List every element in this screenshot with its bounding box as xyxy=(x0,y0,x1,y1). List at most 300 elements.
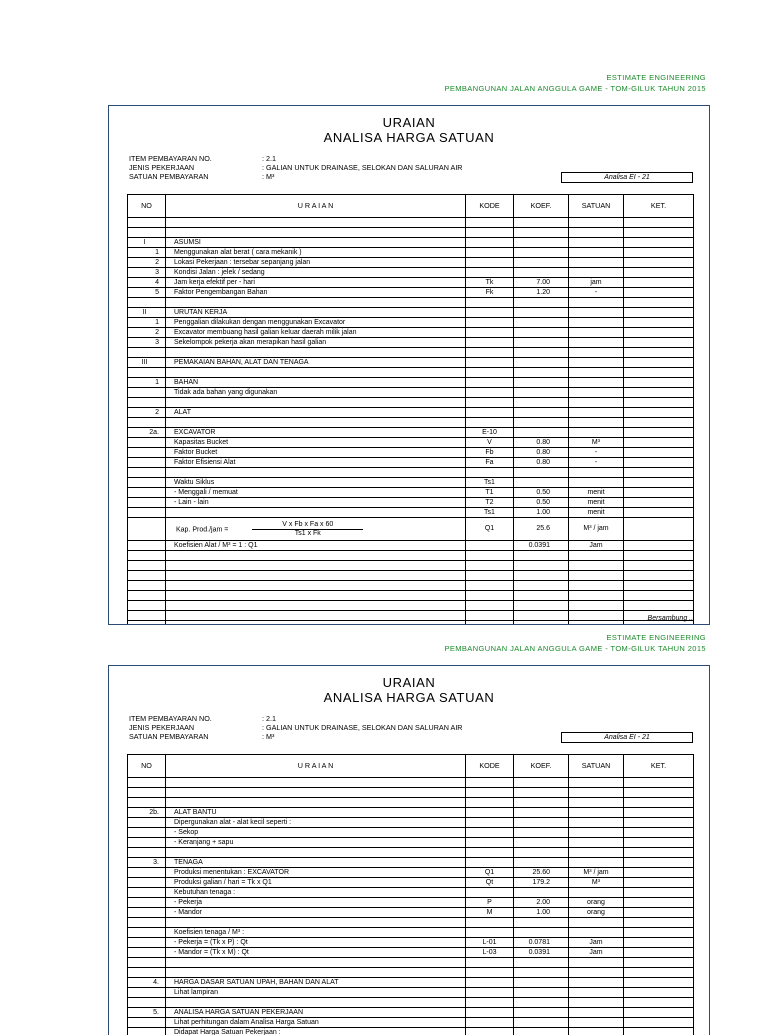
row-satuan xyxy=(569,611,624,621)
table-row xyxy=(128,998,694,1008)
row-no xyxy=(128,828,166,838)
row-description: Dipergunakan alat - alat kecil seperti : xyxy=(166,818,466,828)
col-uraian: U R A I A N xyxy=(166,195,466,218)
row-koef xyxy=(514,858,569,868)
page-header xyxy=(444,72,706,94)
table-row xyxy=(128,591,694,601)
row-koef xyxy=(514,428,569,438)
table-row xyxy=(128,418,694,428)
table-row xyxy=(128,468,694,478)
item-label: ITEM PEMBAYARAN NO. xyxy=(129,714,212,723)
row-no xyxy=(128,561,166,571)
row-description: - Pekerja xyxy=(166,898,466,908)
row-description xyxy=(166,228,466,238)
row-no: 4 xyxy=(128,278,166,288)
table-row xyxy=(128,278,694,288)
row-description: Produksi menentukan : EXCAVATOR xyxy=(166,868,466,878)
row-description xyxy=(166,508,466,518)
row-ket xyxy=(624,358,694,368)
row-koef xyxy=(514,298,569,308)
row-ket xyxy=(624,228,694,238)
row-no xyxy=(128,848,166,858)
row-no xyxy=(128,611,166,621)
formula-numerator: V x Fb x Fa x 60 xyxy=(252,521,363,530)
col-koef: KOEF. xyxy=(514,195,569,218)
page-header-2 xyxy=(444,632,706,654)
row-ket xyxy=(624,328,694,338)
row-koef xyxy=(514,228,569,238)
col-koef: KOEF. xyxy=(514,755,569,778)
row-kode xyxy=(466,368,514,378)
row-no xyxy=(128,998,166,1008)
table-row xyxy=(128,551,694,561)
row-description xyxy=(166,958,466,968)
row-no: II xyxy=(128,308,166,318)
table-row xyxy=(128,918,694,928)
col-kode: KODE xyxy=(466,755,514,778)
row-kode: Fb xyxy=(466,448,514,458)
row-koef xyxy=(514,1008,569,1018)
row-satuan: - xyxy=(569,448,624,458)
row-koef xyxy=(514,848,569,858)
row-koef xyxy=(514,238,569,248)
row-koef xyxy=(514,348,569,358)
row-koef xyxy=(514,551,569,561)
row-satuan xyxy=(569,358,624,368)
row-satuan xyxy=(569,601,624,611)
row-ket xyxy=(624,498,694,508)
analysis-code-box: Analisa EI - 21 xyxy=(561,172,693,183)
row-kode: L-01 xyxy=(466,938,514,948)
row-ket xyxy=(624,601,694,611)
row-koef: 0.80 xyxy=(514,458,569,468)
row-no: 2 xyxy=(128,408,166,418)
row-no xyxy=(128,468,166,478)
row-satuan: Jam xyxy=(569,948,624,958)
row-ket xyxy=(624,571,694,581)
row-satuan: - xyxy=(569,458,624,468)
row-kode xyxy=(466,788,514,798)
table-row xyxy=(128,948,694,958)
row-ket xyxy=(624,248,694,258)
row-ket xyxy=(624,298,694,308)
row-kode xyxy=(466,888,514,898)
row-kode: Q1 xyxy=(466,868,514,878)
row-kode xyxy=(466,571,514,581)
row-no xyxy=(128,591,166,601)
row-no xyxy=(128,868,166,878)
table-row xyxy=(128,1008,694,1018)
row-kode: Fk xyxy=(466,288,514,298)
row-ket xyxy=(624,398,694,408)
row-ket xyxy=(624,838,694,848)
row-ket xyxy=(624,448,694,458)
row-kode xyxy=(466,228,514,238)
row-no: 2 xyxy=(128,328,166,338)
row-koef xyxy=(514,418,569,428)
row-ket xyxy=(624,798,694,808)
row-description xyxy=(166,398,466,408)
row-no xyxy=(128,478,166,488)
table-row xyxy=(128,968,694,978)
table-row xyxy=(128,888,694,898)
row-description: EXCAVATOR xyxy=(166,428,466,438)
row-satuan xyxy=(569,818,624,828)
row-description: ANALISA HARGA SATUAN PEKERJAAN xyxy=(166,1008,466,1018)
row-ket xyxy=(624,978,694,988)
table-row xyxy=(128,988,694,998)
row-koef xyxy=(514,828,569,838)
row-description: Faktor Pengembangan Bahan xyxy=(166,288,466,298)
analysis-sheet-2 xyxy=(108,665,710,1035)
row-koef: 0.80 xyxy=(514,448,569,458)
job-label: JENIS PEKERJAAN xyxy=(129,163,194,172)
row-description: - Mandor = (Tk x M) : Qt xyxy=(166,948,466,958)
row-ket xyxy=(624,828,694,838)
row-koef xyxy=(514,601,569,611)
row-description: Faktor Efisiensi Alat xyxy=(166,458,466,468)
row-kode xyxy=(466,468,514,478)
row-no xyxy=(128,798,166,808)
row-satuan xyxy=(569,888,624,898)
row-koef: 2.00 xyxy=(514,898,569,908)
row-no: 1 xyxy=(128,378,166,388)
row-description: - Keranjang + sapu xyxy=(166,838,466,848)
row-ket xyxy=(624,998,694,1008)
row-kode: E-10 xyxy=(466,428,514,438)
row-description: Lihat lampiran xyxy=(166,988,466,998)
row-description: BAHAN xyxy=(166,378,466,388)
row-ket xyxy=(624,488,694,498)
row-satuan xyxy=(569,248,624,258)
row-satuan xyxy=(569,551,624,561)
row-satuan xyxy=(569,978,624,988)
row-description xyxy=(166,348,466,358)
row-kode xyxy=(466,611,514,621)
row-koef xyxy=(514,368,569,378)
row-no xyxy=(128,938,166,948)
row-description: - Pekerja = (Tk x P) : Qt xyxy=(166,938,466,948)
table-row xyxy=(128,898,694,908)
row-koef xyxy=(514,998,569,1008)
row-description: Penggalian dilakukan dengan menggunakan Excavator xyxy=(166,318,466,328)
row-satuan xyxy=(569,858,624,868)
row-no xyxy=(128,838,166,848)
company-name: ESTIMATE ENGINEERING xyxy=(444,632,706,643)
row-kode xyxy=(466,338,514,348)
row-kode xyxy=(466,298,514,308)
row-koef xyxy=(514,388,569,398)
row-description: Koefisien tenaga / M³ : xyxy=(166,928,466,938)
row-description: Kapasitas Bucket xyxy=(166,438,466,448)
row-ket xyxy=(624,561,694,571)
row-no xyxy=(128,888,166,898)
item-value: : 2.1 xyxy=(262,154,276,163)
row-ket xyxy=(624,418,694,428)
row-koef xyxy=(514,591,569,601)
row-description: - Menggali / memuat xyxy=(166,488,466,498)
row-description: ALAT xyxy=(166,408,466,418)
row-satuan xyxy=(569,378,624,388)
row-kode: L-03 xyxy=(466,948,514,958)
row-koef xyxy=(514,1028,569,1035)
table-row xyxy=(128,808,694,818)
job-value: : GALIAN UNTUK DRAINASE, SELOKAN DAN SALURAN AIR xyxy=(262,163,463,172)
table-row xyxy=(128,878,694,888)
row-ket xyxy=(624,928,694,938)
row-no xyxy=(128,918,166,928)
row-kode xyxy=(466,818,514,828)
row-satuan xyxy=(569,368,624,378)
row-koef xyxy=(514,398,569,408)
table-row xyxy=(128,581,694,591)
row-no xyxy=(128,418,166,428)
row-satuan xyxy=(569,621,624,626)
row-satuan xyxy=(569,468,624,478)
table-row xyxy=(128,288,694,298)
row-kode xyxy=(466,238,514,248)
row-koef: 0.50 xyxy=(514,498,569,508)
row-koef: 0.80 xyxy=(514,438,569,448)
company-name: ESTIMATE ENGINEERING xyxy=(444,72,706,83)
row-kode: Qt xyxy=(466,878,514,888)
sheet-subtitle: ANALISA HARGA SATUAN xyxy=(109,130,709,145)
row-ket xyxy=(624,478,694,488)
row-ket xyxy=(624,958,694,968)
table-row xyxy=(128,868,694,878)
row-ket xyxy=(624,318,694,328)
row-no xyxy=(128,818,166,828)
table-row xyxy=(128,228,694,238)
row-satuan xyxy=(569,268,624,278)
production-row xyxy=(128,518,694,541)
table-row xyxy=(128,338,694,348)
row-satuan xyxy=(569,581,624,591)
row-description xyxy=(166,418,466,428)
row-ket xyxy=(624,468,694,478)
row-satuan xyxy=(569,418,624,428)
row-kode xyxy=(466,408,514,418)
row-ket xyxy=(624,938,694,948)
table-row xyxy=(128,438,694,448)
analysis-sheet-1 xyxy=(108,105,710,625)
table-row xyxy=(128,858,694,868)
continued-note: Bersambung ... xyxy=(648,615,695,622)
row-ket xyxy=(624,878,694,888)
row-satuan xyxy=(569,338,624,348)
row-kode xyxy=(466,268,514,278)
row-satuan: Jam xyxy=(569,938,624,948)
row-ket xyxy=(624,818,694,828)
row-no xyxy=(128,498,166,508)
row-koef xyxy=(514,838,569,848)
row-satuan xyxy=(569,591,624,601)
table-row xyxy=(128,408,694,418)
row-kode xyxy=(466,1008,514,1018)
row-kode xyxy=(466,318,514,328)
row-no xyxy=(128,368,166,378)
col-ket: KET. xyxy=(624,195,694,218)
row-no xyxy=(128,601,166,611)
table-row xyxy=(128,848,694,858)
row-ket xyxy=(624,968,694,978)
row-satuan xyxy=(569,838,624,848)
item-value: : 2.1 xyxy=(262,714,276,723)
row-satuan xyxy=(569,238,624,248)
job-value: : GALIAN UNTUK DRAINASE, SELOKAN DAN SALURAN AIR xyxy=(262,723,463,732)
row-satuan: M³ xyxy=(569,438,624,448)
table-row xyxy=(128,541,694,551)
unit-value: : M³ xyxy=(262,172,274,181)
table-row xyxy=(128,508,694,518)
table-row xyxy=(128,248,694,258)
row-ket xyxy=(624,388,694,398)
table-header-row xyxy=(128,755,694,778)
row-kode xyxy=(466,838,514,848)
row-satuan xyxy=(569,348,624,358)
table-row xyxy=(128,258,694,268)
row-no: 3. xyxy=(128,858,166,868)
row-koef xyxy=(514,958,569,968)
unit-label: SATUAN PEMBAYARAN xyxy=(129,732,208,741)
table-row xyxy=(128,268,694,278)
row-koef xyxy=(514,581,569,591)
row-no xyxy=(128,788,166,798)
row-satuan xyxy=(569,561,624,571)
table-row xyxy=(128,318,694,328)
row-koef xyxy=(514,248,569,258)
row-no xyxy=(128,398,166,408)
table-row xyxy=(128,908,694,918)
col-no: NO xyxy=(128,755,166,778)
row-satuan: menit xyxy=(569,488,624,498)
row-description: Menggunakan alat berat ( cara mekanik ) xyxy=(166,248,466,258)
sheet-title: URAIAN xyxy=(109,115,709,130)
row-satuan: orang xyxy=(569,908,624,918)
row-kode: P xyxy=(466,898,514,908)
row-description xyxy=(166,611,466,621)
row-no xyxy=(128,458,166,468)
analysis-table-1 xyxy=(127,194,694,625)
row-no xyxy=(128,1018,166,1028)
row-koef xyxy=(514,621,569,626)
row-kode: Tk xyxy=(466,278,514,288)
col-ket: KET. xyxy=(624,755,694,778)
row-koef: 1.00 xyxy=(514,508,569,518)
row-kode xyxy=(466,541,514,551)
row-description: Didapat Harga Satuan Pekerjaan : xyxy=(166,1028,466,1035)
row-no xyxy=(128,298,166,308)
row-koef xyxy=(514,818,569,828)
row-ket xyxy=(624,288,694,298)
spacer-row xyxy=(128,218,694,228)
row-koef xyxy=(514,1018,569,1028)
row-koef xyxy=(514,968,569,978)
row-description xyxy=(166,601,466,611)
row-no xyxy=(128,581,166,591)
row-no: 2 xyxy=(128,258,166,268)
row-koef xyxy=(514,338,569,348)
row-description: Faktor Bucket xyxy=(166,448,466,458)
row-koef: 0.0391 xyxy=(514,948,569,958)
row-description xyxy=(166,998,466,1008)
row-koef xyxy=(514,468,569,478)
row-description: - Sekop xyxy=(166,828,466,838)
table-row xyxy=(128,458,694,468)
row-no: 3 xyxy=(128,338,166,348)
row-satuan xyxy=(569,571,624,581)
row-ket xyxy=(624,988,694,998)
col-satuan: SATUAN xyxy=(569,755,624,778)
row-no xyxy=(128,551,166,561)
row-kode: M xyxy=(466,908,514,918)
row-ket xyxy=(624,508,694,518)
table-row xyxy=(128,428,694,438)
row-ket xyxy=(624,438,694,448)
row-satuan xyxy=(569,298,624,308)
row-satuan xyxy=(569,428,624,438)
row-koef xyxy=(514,808,569,818)
unit-label: SATUAN PEMBAYARAN xyxy=(129,172,208,181)
row-no xyxy=(128,348,166,358)
row-kode xyxy=(466,258,514,268)
col-kode: KODE xyxy=(466,195,514,218)
row-koef xyxy=(514,571,569,581)
row-kode xyxy=(466,978,514,988)
table-row xyxy=(128,448,694,458)
row-no xyxy=(128,571,166,581)
row-satuan xyxy=(569,828,624,838)
row-koef: 0.0391 xyxy=(514,541,569,551)
row-koef: 0.0781 xyxy=(514,938,569,948)
table-row xyxy=(128,378,694,388)
row-satuan xyxy=(569,968,624,978)
row-description xyxy=(166,468,466,478)
row-ket xyxy=(624,428,694,438)
row-kode: Fa xyxy=(466,458,514,468)
row-koef xyxy=(514,561,569,571)
row-koef xyxy=(514,798,569,808)
col-satuan: SATUAN xyxy=(569,195,624,218)
row-satuan: menit xyxy=(569,498,624,508)
row-ket xyxy=(624,908,694,918)
table-row xyxy=(128,621,694,626)
table-row xyxy=(128,561,694,571)
row-no xyxy=(128,898,166,908)
table-row xyxy=(128,1028,694,1035)
row-no: I xyxy=(128,238,166,248)
row-description: Koefisien Alat / M³ = 1 : Q1 xyxy=(166,541,466,551)
table-row xyxy=(128,928,694,938)
row-description xyxy=(166,571,466,581)
row-description xyxy=(166,561,466,571)
row-kode xyxy=(466,248,514,258)
row-kode xyxy=(466,581,514,591)
table-row xyxy=(128,358,694,368)
row-satuan xyxy=(569,788,624,798)
table-row xyxy=(128,498,694,508)
production-koef: 25.6 xyxy=(514,518,569,541)
row-satuan xyxy=(569,308,624,318)
row-description: Lihat perhitungan dalam Analisa Harga Satuan xyxy=(166,1018,466,1028)
col-uraian: U R A I A N xyxy=(166,755,466,778)
row-description: ASUMSI xyxy=(166,238,466,248)
row-no xyxy=(128,958,166,968)
row-no: 2b. xyxy=(128,808,166,818)
row-kode xyxy=(466,398,514,408)
row-no: 3 xyxy=(128,268,166,278)
row-description xyxy=(166,798,466,808)
